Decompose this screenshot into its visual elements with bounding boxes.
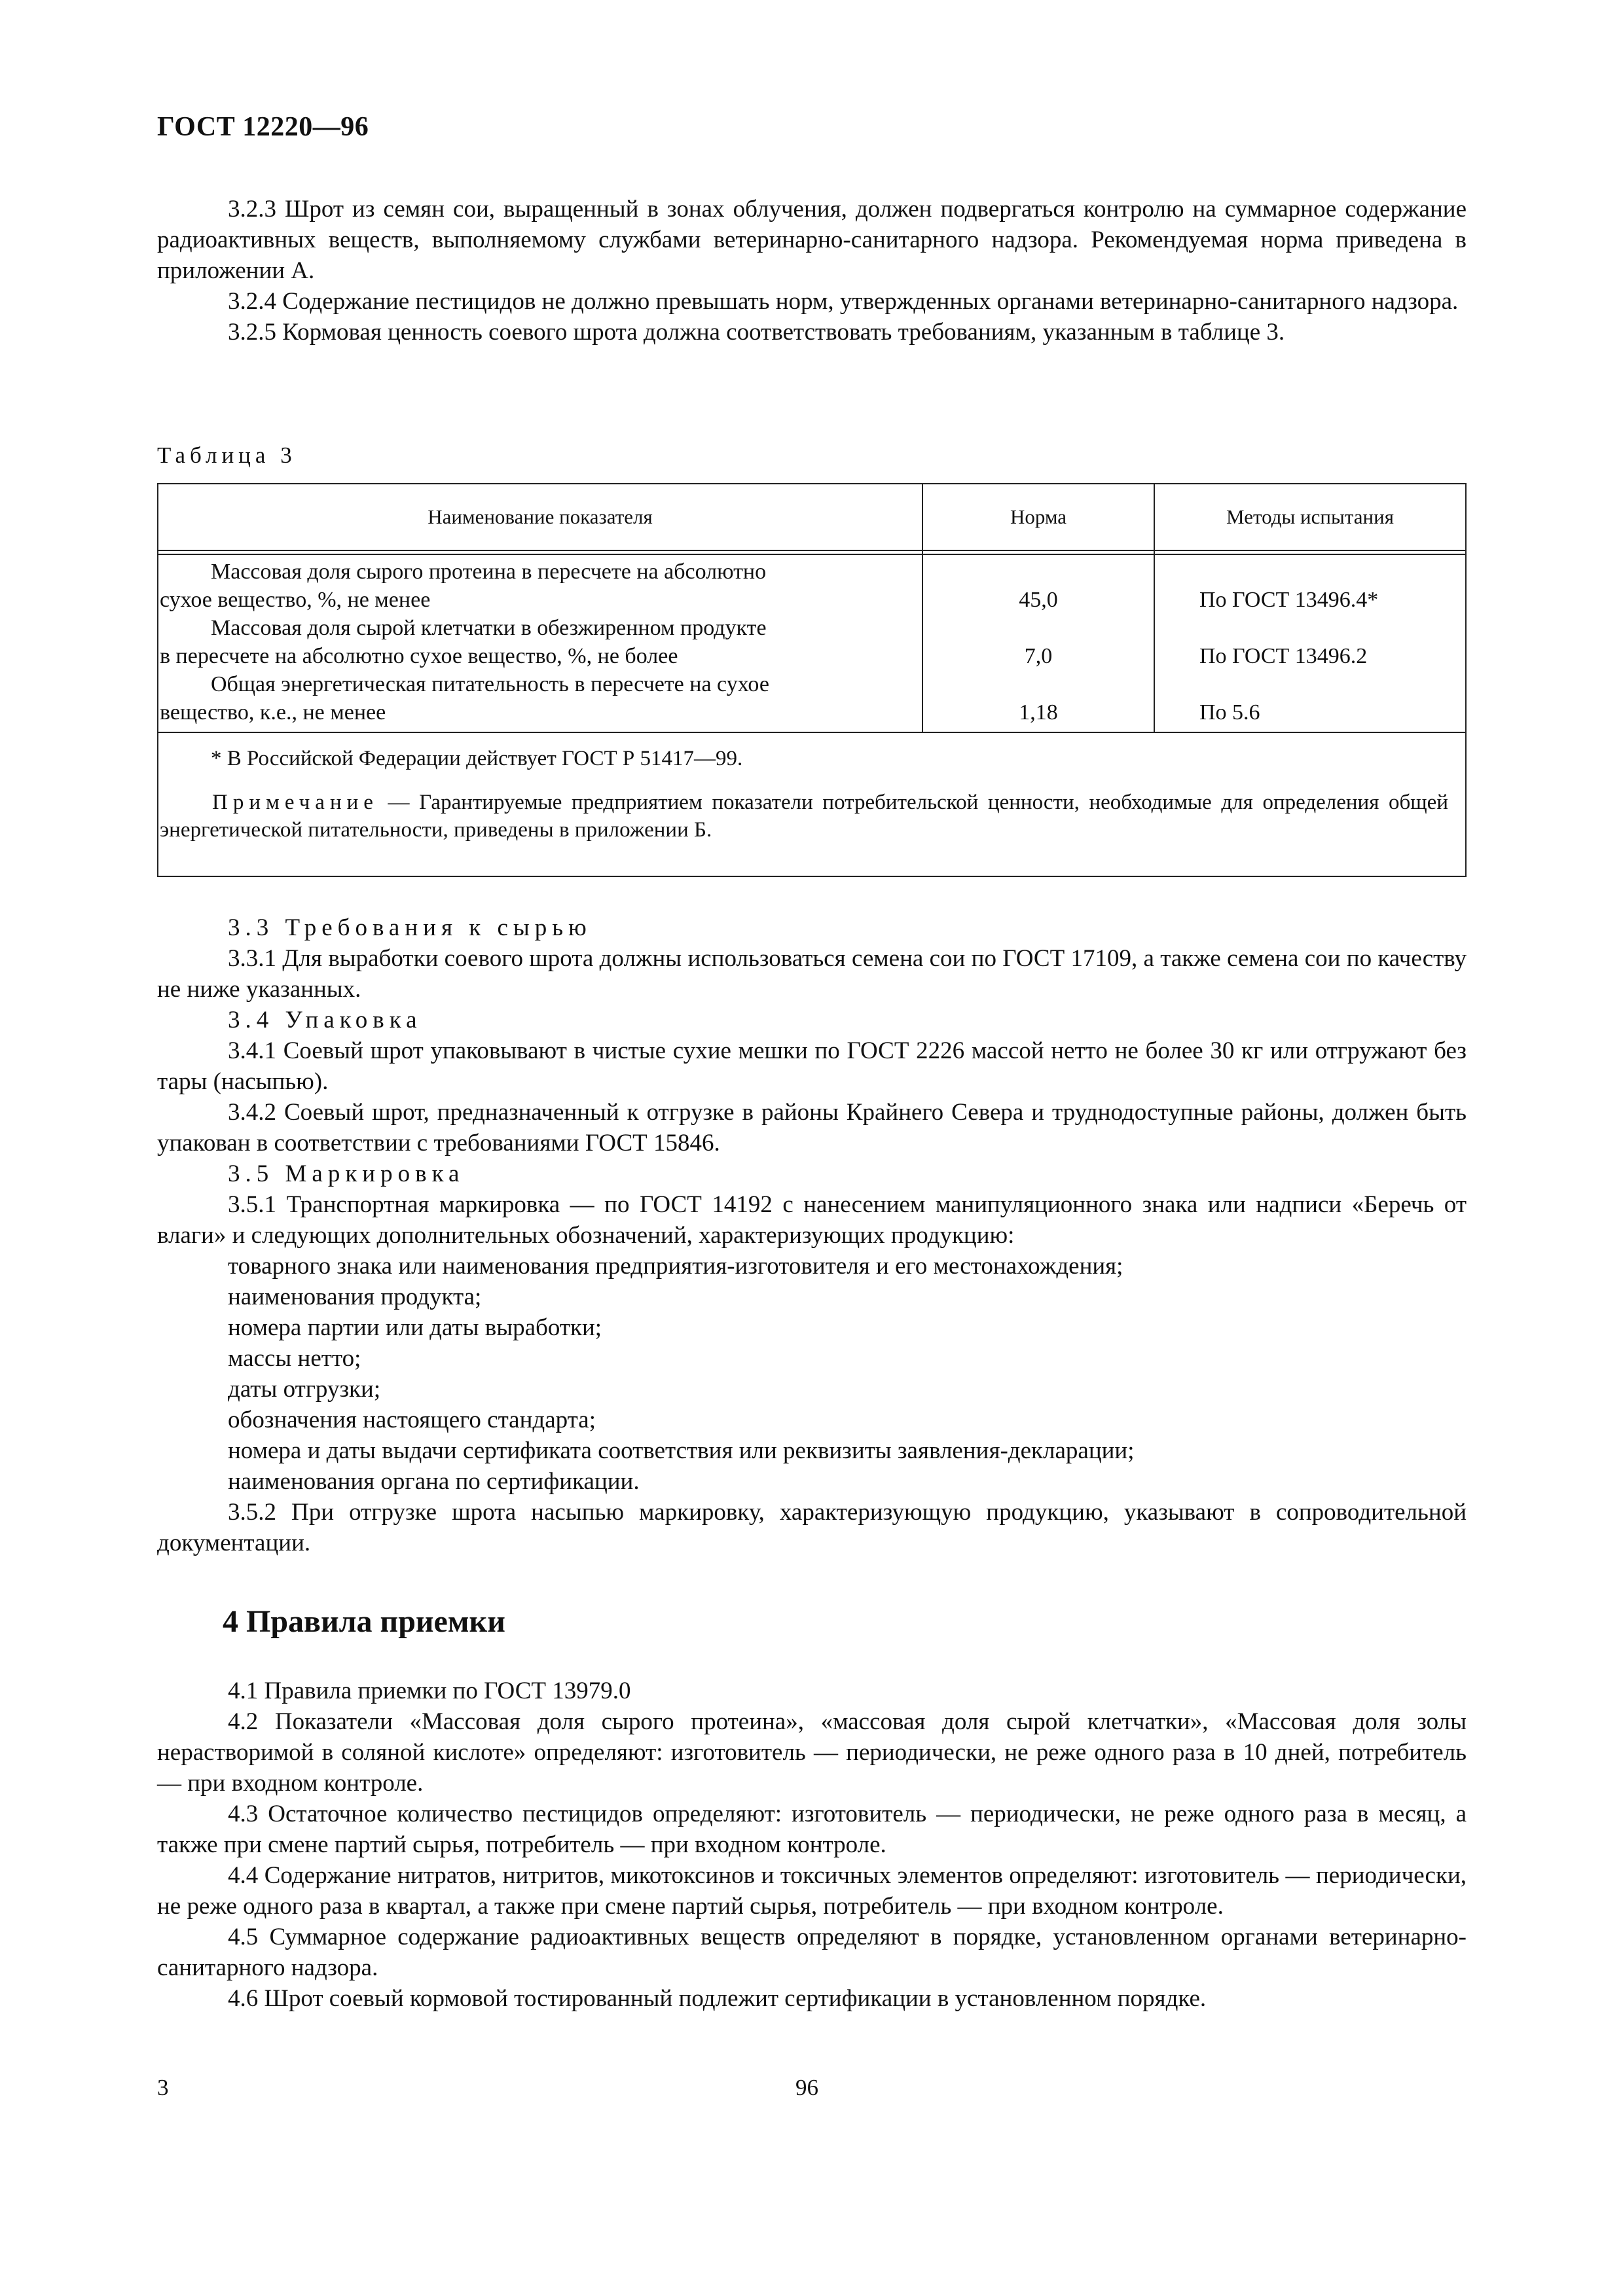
heading-3-5: 3.5 Маркировка [228,1160,465,1187]
table-note-text: — Гарантируемые предприятием показатели потребительской ценности, необходимые для определения общей энергетической питательности, приведены в приложении Б. [160,791,1448,842]
table-row-3-name-line1: Общая энергетическая питательность в пересчете на сухое [211,672,769,696]
list-item: массы нетто; [228,1345,361,1372]
paragraph-3-3-1: 3.3.1 Для выработки соевого шрота должны использоваться семена сои по ГОСТ 17109, а также семена сои по качеству не ниже указанных. [157,945,1467,1003]
table-row-1-name-line1: Массовая доля сырого протеина в пересчете на абсолютно [211,560,767,584]
section-4-title: 4 Правила приемки [223,1604,505,1639]
heading-3-3: 3.3 Требования к сырью [228,914,592,941]
table-row-1-norm: 45,0 [1019,588,1058,612]
table-row-2-name-line1: Массовая доля сырой клетчатки в обезжиренном продукте [211,616,767,640]
table-note-label: Примечание [212,791,378,814]
document-header: ГОСТ 12220—96 [157,112,369,142]
paragraph-3-4-1: 3.4.1 Соевый шрот упаковывают в чистые сухие мешки по ГОСТ 2226 массой нетто не более 30 кг или отгружают без тары (насыпью). [157,1037,1467,1095]
table-body-rule [158,732,1465,733]
table-row-3-method: По 5.6 [1199,700,1260,725]
table-row-3-name-line2: вещество, к.е., не менее [160,700,386,725]
list-item: наименования продукта; [228,1283,482,1310]
paragraph-4-3: 4.3 Остаточное количество пестицидов определяют: изготовитель — периодически, не реже одного раза в месяц, а также при смене партий сырья, потребитель — при входном контроле. [157,1801,1467,1858]
paragraph-3-2-5: 3.2.5 Кормовая ценность соевого шрота должна соответствовать требованиям, указанным в таблице 3. [228,319,1285,346]
page-number-left: 3 [157,2075,169,2100]
list-item: даты отгрузки; [228,1376,381,1403]
table-row-2-name-line2: в пересчете на абсолютно сухое вещество, %, не более [160,644,678,668]
list-item: наименования органа по сертификации. [228,1468,640,1495]
paragraph-4-5: 4.5 Суммарное содержание радиоактивных веществ определяют в порядке, установленном органами ветеринарно-санитарного надзора. [157,1924,1467,1981]
table-note [158,789,1465,844]
section-3-body [157,912,1467,1558]
list-item: номера и даты выдачи сертификата соответствия или реквизиты заявления-декларации; [228,1437,1135,1464]
paragraph-3-5-2: 3.5.2 При отгрузке шрота насыпью маркировку, характеризующую продукцию, указывают в сопроводительной документации. [157,1499,1467,1556]
list-item: товарного знака или наименования предприятия-изготовителя и его местонахождения; [228,1253,1123,1280]
paragraph-4-4: 4.4 Содержание нитратов, нитритов, микотоксинов и токсичных элементов определяют: изготовитель — периодически, не реже одного раза в квартал, а также при смене партий сырья, потребитель — при входном контроле. [157,1862,1467,1920]
paragraph-4-1: 4.1 Правила приемки по ГОСТ 13979.0 [228,1677,631,1704]
table-row-1-method: По ГОСТ 13496.4* [1199,588,1379,612]
paragraph-4-6: 4.6 Шрот соевый кормовой тостированный подлежит сертификации в установленном порядке. [228,1985,1207,2012]
paragraph-3-2-3: 3.2.3 Шрот из семян сои, выращенный в зонах облучения, должен подвергаться контролю на суммарное содержание радиоактивных веществ, выполняемому службами ветеринарно-санитарного надзора. Рекомендуемая норма приведена в приложении А. [157,196,1467,284]
table-header-name: Наименование показателя [428,505,653,528]
table-footnote: * В Российской Федерации действует ГОСТ Р 51417—99. [211,747,743,770]
requirements-table [157,483,1467,877]
paragraph-3-2-4: 3.2.4 Содержание пестицидов не должно превышать норм, утвержденных органами ветеринарно-санитарного надзора. [228,288,1459,315]
table-row-1-name-line2: сухое вещество, %, не менее [160,588,431,612]
paragraph-4-2: 4.2 Показатели «Массовая доля сырого протеина», «массовая доля сырой клетчатки», «Массовая доля золы нерастворимой в соляной кислоте» определяют: изготовитель — периодически, не реже одного раза в 10 дней, потребитель — при входном контроле. [157,1708,1467,1797]
table-header-norm: Норма [1010,505,1067,528]
section-4-body [157,1676,1467,2014]
top-section [157,194,1467,348]
table-row-2-method: По ГОСТ 13496.2 [1199,644,1368,668]
table-caption: Таблица 3 [157,442,297,468]
page-number-center: 96 [795,2075,818,2100]
table-row-2-norm: 7,0 [1024,644,1053,668]
heading-3-4: 3.4 Упаковка [228,1007,422,1033]
list-item: номера партии или даты выработки; [228,1314,602,1341]
paragraph-3-4-2: 3.4.2 Соевый шрот, предназначенный к отгрузке в районы Крайнего Севера и труднодоступные районы, должен быть упакован в соответствии с требованиями ГОСТ 15846. [157,1099,1467,1157]
table-header-rule [158,554,1465,555]
paragraph-3-5-1: 3.5.1 Транспортная маркировка — по ГОСТ 14192 с нанесением манипуляционного знака или надписи «Беречь от влаги» и следующих дополнительных обозначений, характеризующих продукцию: [157,1191,1467,1249]
table-header-method: Методы испытания [1226,505,1394,528]
table-row-3-norm: 1,18 [1019,700,1058,725]
table-header-rule [158,550,1465,551]
list-item: обозначения настоящего стандарта; [228,1407,596,1433]
